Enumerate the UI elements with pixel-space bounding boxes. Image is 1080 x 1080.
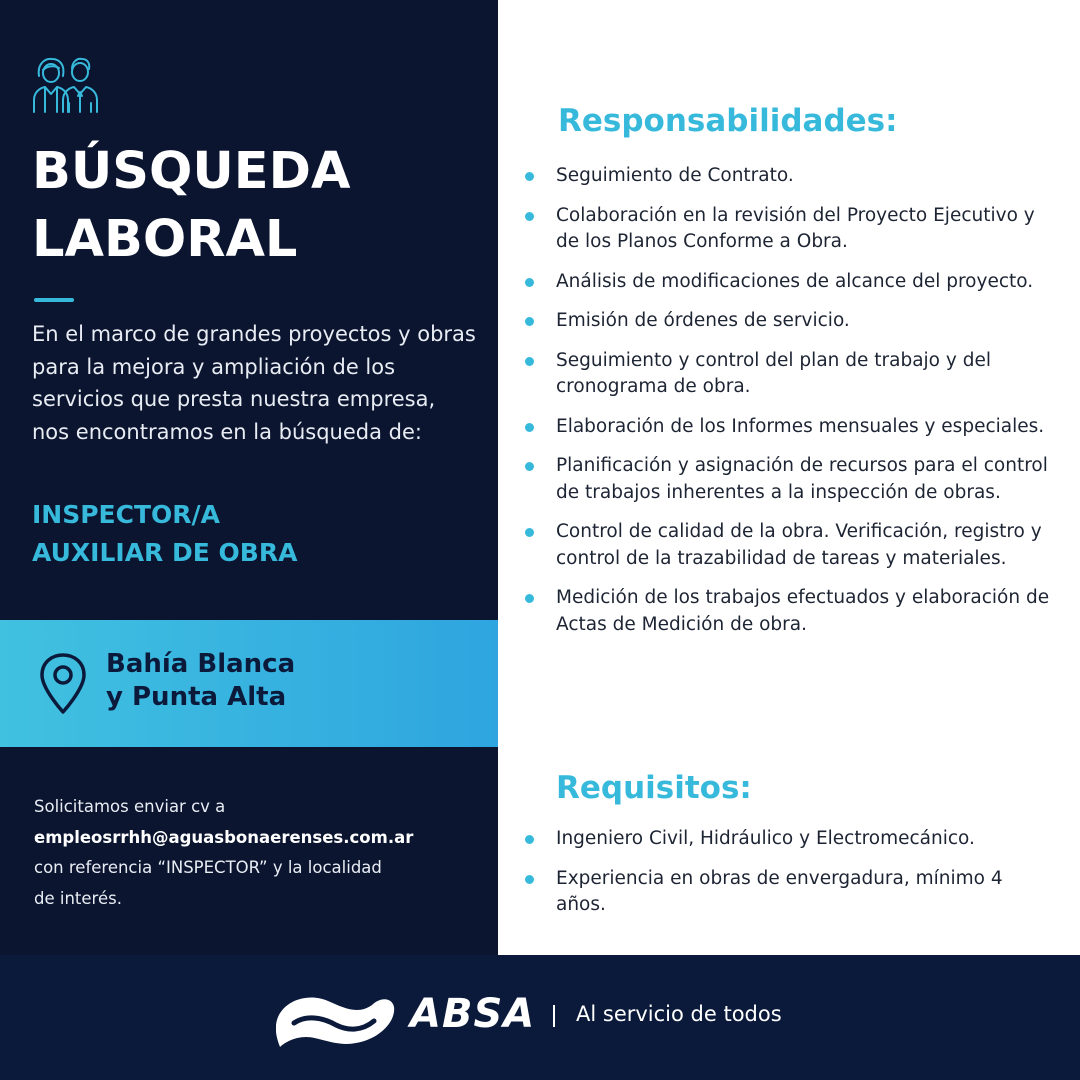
list-item xyxy=(520,348,1050,401)
bullet-icon xyxy=(525,172,534,181)
list-item xyxy=(520,308,1050,335)
bullet-icon xyxy=(525,357,534,366)
location-pin-icon xyxy=(38,653,88,715)
intro-paragraph: En el marco de grandes proyectos y obras para la mejora y ampliación de los servicios que presta nuestra empresa, nos encontramos en la búsqueda de: xyxy=(32,322,476,444)
location-text xyxy=(106,648,476,714)
position-title xyxy=(32,496,472,572)
list-item xyxy=(520,453,1050,506)
list-item-text: Experiencia en obras de envergadura, mínimo 4 años. xyxy=(556,867,1003,915)
list-item-text: Planificación y asignación de recursos para el control de trabajos inherentes a la inspección de obras. xyxy=(556,455,1048,503)
bullet-icon xyxy=(525,528,534,537)
list-item-text: Elaboración de los Informes mensuales y especiales. xyxy=(556,415,1045,437)
contact-line-1: Solicitamos enviar cv a xyxy=(34,797,226,816)
left-panel xyxy=(0,0,498,955)
footer-slogan: Al servicio de todos xyxy=(576,1002,782,1026)
contact-line-3: con referencia “INSPECTOR” y la localidad xyxy=(34,858,382,877)
position-line-2: AUXILIAR DE OBRA xyxy=(32,538,298,567)
requirements-list xyxy=(520,826,1050,932)
responsibilities-list xyxy=(520,163,1050,651)
location-band xyxy=(0,620,498,747)
list-item-text: Análisis de modificaciones de alcance del proyecto. xyxy=(556,270,1034,292)
contact-line-4: de interés. xyxy=(34,888,122,908)
list-item-text: Seguimiento y control del plan de trabajo y del cronograma de obra. xyxy=(556,349,991,397)
bullet-icon xyxy=(525,317,534,326)
bullet-icon xyxy=(525,278,534,287)
list-item xyxy=(520,585,1050,638)
list-item xyxy=(520,163,1050,190)
bullet-icon xyxy=(525,423,534,432)
location-line-1: Bahía Blanca xyxy=(106,649,296,679)
brand-name: ABSA xyxy=(410,991,536,1037)
bullet-icon xyxy=(525,462,534,471)
requirements-heading: Requisitos: xyxy=(556,770,752,806)
contact-info xyxy=(34,792,474,914)
list-item xyxy=(520,826,1050,853)
list-item-text: Seguimiento de Contrato. xyxy=(556,165,794,186)
bullet-icon xyxy=(525,875,534,884)
bullet-icon xyxy=(525,212,534,221)
location-line-2: y Punta Alta xyxy=(106,682,287,712)
people-icon xyxy=(32,56,100,116)
contact-email-link[interactable]: empleosrrhh@aguasbonaerenses.com.ar xyxy=(34,827,414,847)
footer-divider xyxy=(553,1005,555,1027)
accent-divider xyxy=(34,298,74,302)
title-line-2: LABORAL xyxy=(32,210,298,269)
list-item xyxy=(520,203,1050,256)
list-item-text: Medición de los trabajos efectuados y elaboración de Actas de Medición de obra. xyxy=(556,587,1050,635)
list-item xyxy=(520,269,1050,296)
bullet-icon xyxy=(525,594,534,603)
list-item xyxy=(520,519,1050,572)
position-line-1: INSPECTOR/A xyxy=(32,500,221,529)
list-item-text: Ingeniero Civil, Hidráulico y Electromecánico. xyxy=(556,828,975,849)
list-item-text: Colaboración en la revisión del Proyecto Ejecutivo y de los Planos Conforme a Obra. xyxy=(556,204,1035,252)
bullet-icon xyxy=(525,835,534,844)
list-item-text: Emisión de órdenes de servicio. xyxy=(556,310,850,331)
page-title xyxy=(32,138,472,274)
list-item xyxy=(520,866,1050,919)
list-item xyxy=(520,414,1050,441)
responsibilities-heading: Responsabilidades: xyxy=(558,103,898,139)
wave-logo-icon xyxy=(276,987,396,1049)
footer xyxy=(0,955,1080,1080)
brand-logo xyxy=(410,991,535,1037)
list-item-text: Control de calidad de la obra. Verificación, registro y control de la trazabilidad de tareas y materiales. xyxy=(556,521,1042,569)
title-line-1: BÚSQUEDA xyxy=(32,142,351,201)
